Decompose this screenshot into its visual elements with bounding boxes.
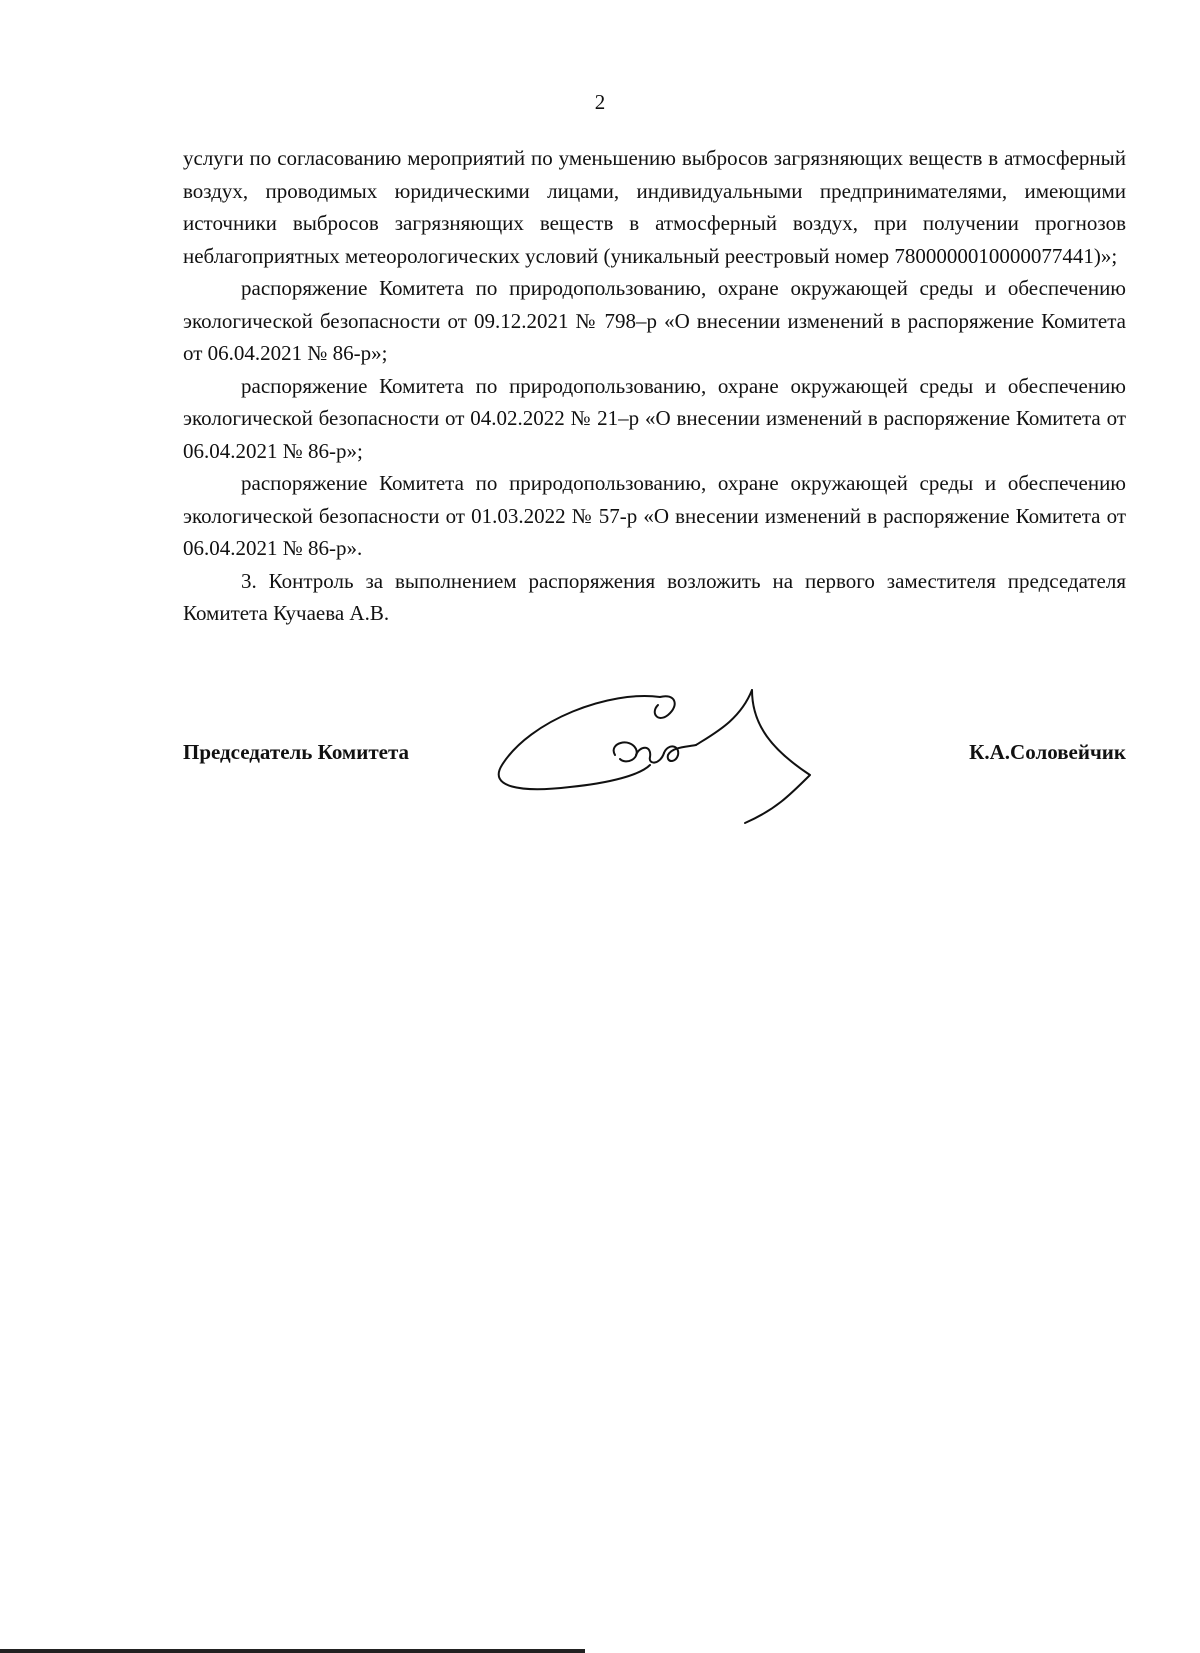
handwritten-signature [490,685,850,835]
signatory-title: Председатель Комитета [183,740,410,764]
paragraph-control-clause: 3. Контроль за выполнением распоряжения возложить на первого заместителя председателя Комитета Кучаева А.В. [183,568,1126,625]
signatory-name: К.А.Соловейчик [969,740,1126,764]
scan-edge-line [0,1649,585,1653]
paragraph-order-21: распоряжение Комитета по природопользованию, охране окружающей среды и обеспечению экологической безопасности от 04.02.2022 № 21–р «О внесении изменений в распоряжение Комитета от 06.04.2021 № 86-р»; [183,373,1126,463]
document-body [183,142,1126,630]
paragraph-service-continuation: услуги по согласованию мероприятий по уменьшению выбросов загрязняющих веществ в атмосферный воздух, проводимых юридическими лицами, индивидуальными предпринимателями, имеющими источники выбросов загрязняющих веществ в атмосферный воздух, при получении прогнозов неблагоприятных метеорологических условий (уникальный реестровый номер 7800000010000077441)»; [183,146,1126,268]
paragraph-order-798: распоряжение Комитета по природопользованию, охране окружающей среды и обеспечению экологической безопасности от 09.12.2021 № 798–р «О внесении изменений в распоряжение Комитета от 06.04.2021 № 86-р»; [183,276,1126,365]
paragraph-order-57: распоряжение Комитета по природопользованию, охране окружающей среды и обеспечению экологической безопасности от 01.03.2022 № 57-р «О внесении изменений в распоряжение Комитета от 06.04.2021 № 86-р». [183,471,1126,560]
page-number: 2 [594,90,606,114]
